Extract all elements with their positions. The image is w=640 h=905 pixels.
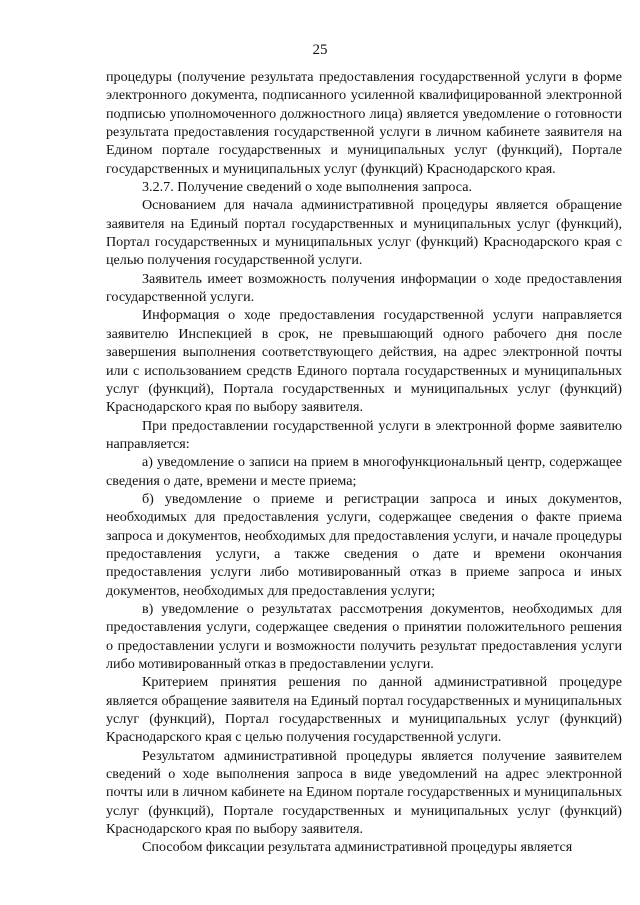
section-heading-3-2-7: 3.2.7. Получение сведений о ходе выполнения запроса. (142, 179, 472, 196)
list-item-a: а) уведомление о записи на прием в многофункциональный центр, содержащее сведения о дате, времени и месте приема; (106, 454, 622, 489)
page-number: 25 (312, 42, 328, 58)
paragraph: При предоставлении государственной услуги в электронной форме заявителю направляется: (106, 417, 622, 452)
paragraph-continuation: процедуры (получение результата предоставления государственной услуги в форме электронного документа, подписанного усиленной квалифицированной электронной подписью уполномоченного должностного лица) является уведомление о готовности результата предоставления государственной услуги в личном кабинете заявителя на Едином портале государственных и муниципальных услуг (функций), Портале государственных и муниципальных услуг (функций) Краснодарского края. (106, 69, 622, 177)
list-item-b: б) уведомление о приеме и регистрации запроса и иных документов, необходимых для предоставления услуги, содержащее сведения о факте приема запроса и документов, необходимых для предоставления услуги, и начале процедуры предоставления услуги, а также сведения о дате и времени окончания предоставления услуги либо мотивированный отказ в приеме запроса и иных документов, необходимых для предоставления услуги; (106, 490, 622, 599)
list-item-v: в) уведомление о результатах рассмотрения документов, необходимых для предоставления услуги, содержащее сведения о принятии положительного решения о предоставлении услуги и возможности получить результат предоставления услуги либо мотивированный отказ в предоставлении услуги. (106, 600, 622, 672)
paragraph: Способом фиксации результата административной процедуры является (142, 839, 573, 856)
paragraph: Заявитель имеет возможность получения информации о ходе предоставления государственной услуги. (106, 270, 622, 306)
paragraph: Основанием для начала административной процедуры является обращение заявителя на Единый портал государственных и муниципальных услуг (функций), Портал государственных и муниципальных услуг (функций) Краснодарского края с целью получения государственной услуги. (106, 197, 622, 269)
body-text (106, 68, 622, 857)
paragraph: Результатом административной процедуры является получение заявителем сведений о ходе выполнения запроса в виде уведомлений на адрес электронной почты или в личном кабинете на Едином портале государственных и муниципальных услуг (функций), Портале государственных и муниципальных услуг (функций) Краснодарского края по выбору заявителя. (106, 747, 622, 838)
paragraph: Информация о ходе предоставления государственной услуги направляется заявителю Инспекцией в срок, не превышающий одного рабочего дня после завершения выполнения соответствующего действия, на адрес электронной почты или с использованием средств Единого портала государственных и муниципальных услуг (функций), Портала государственных и муниципальных услуг (функций) Краснодарского края по выбору заявителя. (106, 307, 622, 416)
paragraph: Критерием принятия решения по данной административной процедуре является обращение заявителя на Единый портал государственных и муниципальных услуг (функций), Портал государственных и муниципальных услуг (функций) Краснодарского края с целью получения государственной услуги. (106, 674, 622, 746)
